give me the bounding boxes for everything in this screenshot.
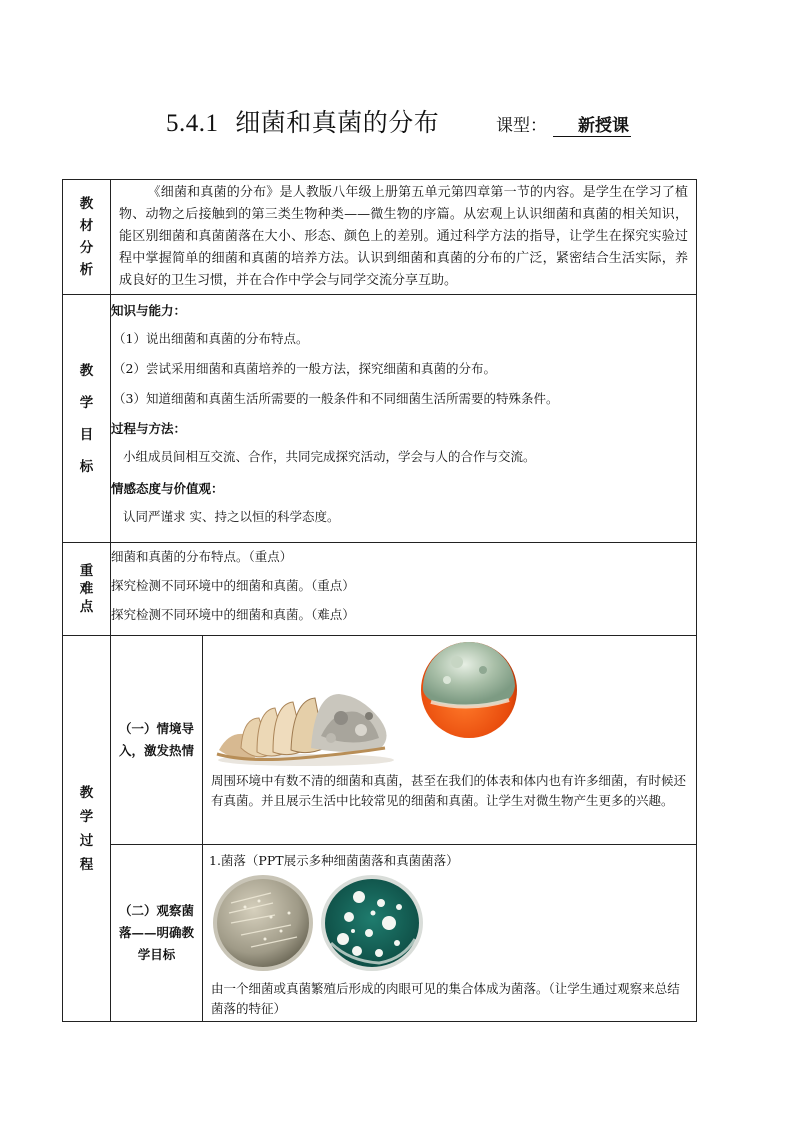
label-char: 教 xyxy=(79,784,94,801)
difficulty-item: 探究检测不同环境中的细菌和真菌。（难点） xyxy=(111,607,355,622)
label-char: 学 xyxy=(79,808,94,825)
stage2-label-text: （二）观察菌落——明确教学目标 xyxy=(118,903,194,962)
label-char: 分 xyxy=(79,240,94,256)
label-char: 教 xyxy=(79,196,94,212)
process-text: 小组成员间相互交流、合作，共同完成探究活动，学会与人的合作与交流。 xyxy=(123,449,536,464)
process-label xyxy=(63,636,111,1022)
stage2-label xyxy=(111,845,203,1022)
attitude-text: 认同严谨求 实、持之以恒的科学态度。 xyxy=(123,509,340,524)
difficulty-item: 探究检测不同环境中的细菌和真菌。（重点） xyxy=(111,578,355,593)
lesson-title: 细菌和真菌的分布 xyxy=(235,110,440,137)
material-row xyxy=(63,180,697,295)
attitude-title: 情感态度与价值观： xyxy=(111,481,224,496)
label-char: 过 xyxy=(79,832,94,849)
goals-row xyxy=(63,295,697,543)
process-stage2-row xyxy=(63,845,697,1022)
stage1-content xyxy=(203,636,697,845)
stage1-photos xyxy=(203,636,696,771)
label-char: 难 xyxy=(79,581,94,597)
course-type-value: 新授课 xyxy=(553,111,631,137)
label-char: 标 xyxy=(79,458,94,475)
bacteria-dish-image xyxy=(211,873,315,973)
stage1-label-text: （一）情境导入，激发热情 xyxy=(118,721,194,758)
lesson-plan-table xyxy=(62,179,697,1022)
label-char: 学 xyxy=(79,394,94,411)
knowledge-item: （3）知道细菌和真菌生活所需要的一般条件和不同细菌生活所需要的特殊条件。 xyxy=(113,391,559,406)
process-title: 过程与方法： xyxy=(111,421,187,436)
label-char: 教 xyxy=(79,362,94,379)
stage2-title: 1.菌落（PPT展示多种细菌菌落和真菌菌落） xyxy=(209,853,459,868)
label-char: 材 xyxy=(79,218,94,234)
material-text: 《细菌和真菌的分布》是人教版八年级上册第五单元第四章第一节的内容。是学生在学习了植物、动物之后接触到的第三类生物种类——微生物的序篇。从宏观上认识细菌和真菌的相关知识，能区别细菌和真菌菌落在大小、形态、颜色上的差别。通过科学方法的指导，让学生在探究实验过程中掌握简单的细菌和真菌的培养方法。认识到细菌和真菌的分布的广泛，紧密结合生活实际，养成良好的卫生习惯，并在合作中学会与同学交流分享互助。 xyxy=(119,185,689,288)
stage2-content xyxy=(203,845,697,1022)
lesson-number: 5.4.1 xyxy=(166,110,219,137)
course-type xyxy=(496,111,631,137)
label-char: 重 xyxy=(79,563,94,579)
stage2-text: 由一个细菌或真菌繁殖后形成的肉眼可见的集合体成为菌落。（让学生通过观察来总结菌落的特征） xyxy=(211,981,680,1016)
label-char: 程 xyxy=(79,856,94,873)
difficulty-label xyxy=(63,543,111,636)
fungi-dish-image xyxy=(319,873,425,973)
knowledge-item: （2）尝试采用细菌和真菌培养的一般方法，探究细菌和真菌的分布。 xyxy=(113,361,496,376)
stage1-text: 周围环境中有数不清的细菌和真菌，甚至在我们的体表和体内也有许多细菌，有时候还有真菌。并且展示生活中比较常见的细菌和真菌。让学生对微生物产生更多的兴趣。 xyxy=(211,773,687,808)
label-char: 目 xyxy=(79,426,94,443)
process-stage1-row xyxy=(63,636,697,845)
material-content xyxy=(111,180,697,295)
moldy-orange-image xyxy=(417,636,521,740)
difficulty-content xyxy=(111,543,697,636)
difficulty-row xyxy=(63,543,697,636)
stage2-photos xyxy=(203,871,696,975)
difficulty-item: 细菌和真菌的分布特点。（重点） xyxy=(111,549,293,564)
knowledge-item: （1）说出细菌和真菌的分布特点。 xyxy=(113,331,309,346)
goals-label xyxy=(63,295,111,543)
page-title xyxy=(166,103,439,139)
moldy-bread-image xyxy=(211,678,396,768)
label-char: 析 xyxy=(79,262,94,278)
material-label xyxy=(63,180,111,295)
title-row xyxy=(0,103,794,137)
knowledge-title: 知识与能力： xyxy=(111,303,187,318)
label-char: 点 xyxy=(79,599,94,615)
stage1-label xyxy=(111,636,203,845)
goals-content xyxy=(111,295,697,543)
course-type-label: 课型： xyxy=(496,116,547,136)
